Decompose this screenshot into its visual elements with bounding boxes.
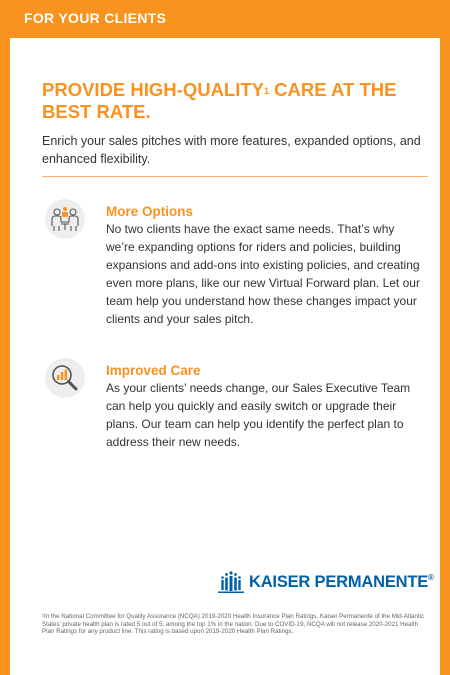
logo-wordmark: KAISER PERMANENTE xyxy=(249,573,429,591)
headline-text: PROVIDE HIGH-QUALITY xyxy=(42,79,265,100)
people-meeting-icon xyxy=(45,199,85,239)
page-headline xyxy=(42,79,402,123)
magnifier-chart-icon xyxy=(45,358,85,398)
header-bar xyxy=(0,0,450,38)
feature-body-more-options: No two clients have the exact same needs. That’s why we’re expanding options for riders and policies, building expansions and add-ons into existing policies, and creating even more plans, like our new Virtual Forward plan. Let our team help you understand how these changes impact your clients and your sales pitch. xyxy=(106,222,420,326)
kaiser-permanente-logo-mark-icon xyxy=(217,570,245,594)
header-title: FOR YOUR CLIENTS xyxy=(24,10,167,26)
headline-text-end: CARE AT THE BEST RATE. xyxy=(42,79,397,122)
feature-title-more-options: More Options xyxy=(106,204,193,219)
headline-footnote-marker: 1 xyxy=(264,86,270,96)
footnote: ¹In the National Committee for Quality Assurance (NCQA) 2019-2020 Health Insurance Plan Ratings, Kaiser Permanente of the Mid-Atlantic States’ private health plan is rated 5 out of 5, among the top 1% in the nation. Due to COVID-19, NCQA will not release 2020-2021 Health Plan Ratings for any product line. This rating is based upon 2019-2020 Health Plan Ratings. xyxy=(42,613,425,635)
feature-body-improved-care: As your clients’ needs change, our Sales Executive Team can help you quickly and easily switch or upgrade their plans. Our team can help you identify the perfect plan to address their new needs. xyxy=(106,381,411,449)
intro-text: Enrich your sales pitches with more features, expanded options, and enhanced flexibility. xyxy=(42,134,421,166)
logo-registered-mark: ® xyxy=(428,573,434,582)
divider xyxy=(42,176,428,177)
content-panel xyxy=(10,38,440,675)
feature-title-improved-care: Improved Care xyxy=(106,363,201,378)
